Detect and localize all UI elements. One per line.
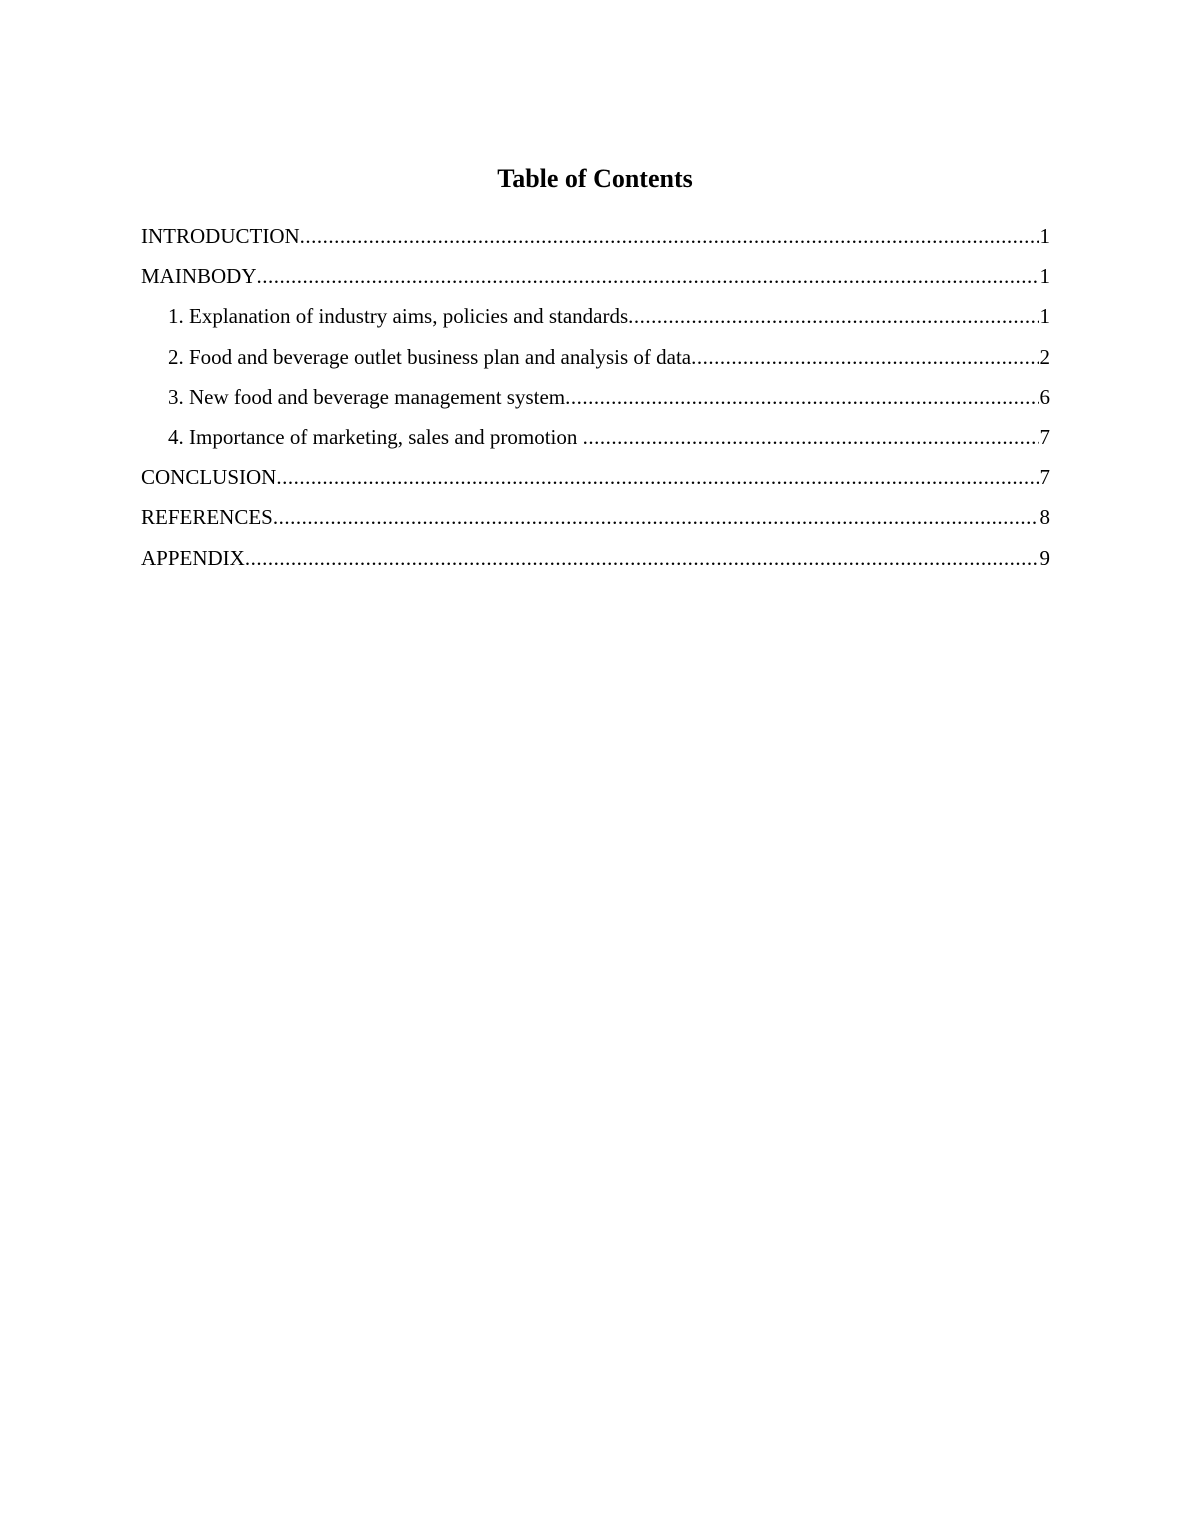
toc-entry-label: 3. New food and beverage management system <box>168 384 566 409</box>
toc-entry-label: INTRODUCTION <box>141 224 300 248</box>
toc-entry-business-plan[interactable] <box>141 343 1050 383</box>
toc-dot-leader <box>691 343 1038 371</box>
toc-entry-label: 4. Importance of marketing, sales and promotion <box>168 424 583 449</box>
toc-page-number: 2 <box>1039 344 1050 369</box>
toc-dot-leader <box>628 302 1038 330</box>
toc-entry-marketing[interactable] <box>141 423 1050 463</box>
toc-page-number: 1 <box>1039 224 1050 248</box>
toc-title: Table of Contents <box>497 164 693 193</box>
toc-entry-industry-aims[interactable] <box>141 302 1050 342</box>
toc-page-number: 7 <box>1039 465 1050 490</box>
toc-dot-leader <box>300 222 1039 250</box>
toc-entry-label: REFERENCES <box>141 505 273 530</box>
toc-dot-leader <box>276 463 1038 491</box>
toc-page-number: 6 <box>1039 384 1050 409</box>
toc-entry-label: 2. Food and beverage outlet business plan and analysis of data <box>168 344 692 369</box>
toc-entry-label: APPENDIX <box>141 545 245 570</box>
toc-page-number: 7 <box>1039 424 1050 449</box>
toc-entry-introduction[interactable] <box>141 222 1050 262</box>
toc-entry-mainbody[interactable] <box>141 262 1050 302</box>
toc-page-number: 1 <box>1039 264 1050 289</box>
toc-entry-management-system[interactable] <box>141 383 1050 423</box>
toc-entry-appendix[interactable] <box>141 544 1050 584</box>
toc-dot-leader <box>245 544 1039 572</box>
toc-entry-label: 1. Explanation of industry aims, policies and standards <box>168 304 629 329</box>
toc-entry-label: MAINBODY <box>141 264 257 289</box>
toc-page-number: 1 <box>1039 304 1050 329</box>
toc-entry-references[interactable] <box>141 503 1050 543</box>
toc-dot-leader <box>565 383 1038 411</box>
toc-dot-leader <box>273 503 1039 531</box>
toc-dot-leader <box>583 423 1039 451</box>
toc-entry-label: CONCLUSION <box>141 465 277 490</box>
toc-dot-leader <box>257 262 1039 290</box>
toc-entry-conclusion[interactable] <box>141 463 1050 503</box>
table-of-contents <box>141 222 1050 584</box>
toc-page-number: 8 <box>1039 505 1050 530</box>
toc-page-number: 9 <box>1039 545 1050 570</box>
